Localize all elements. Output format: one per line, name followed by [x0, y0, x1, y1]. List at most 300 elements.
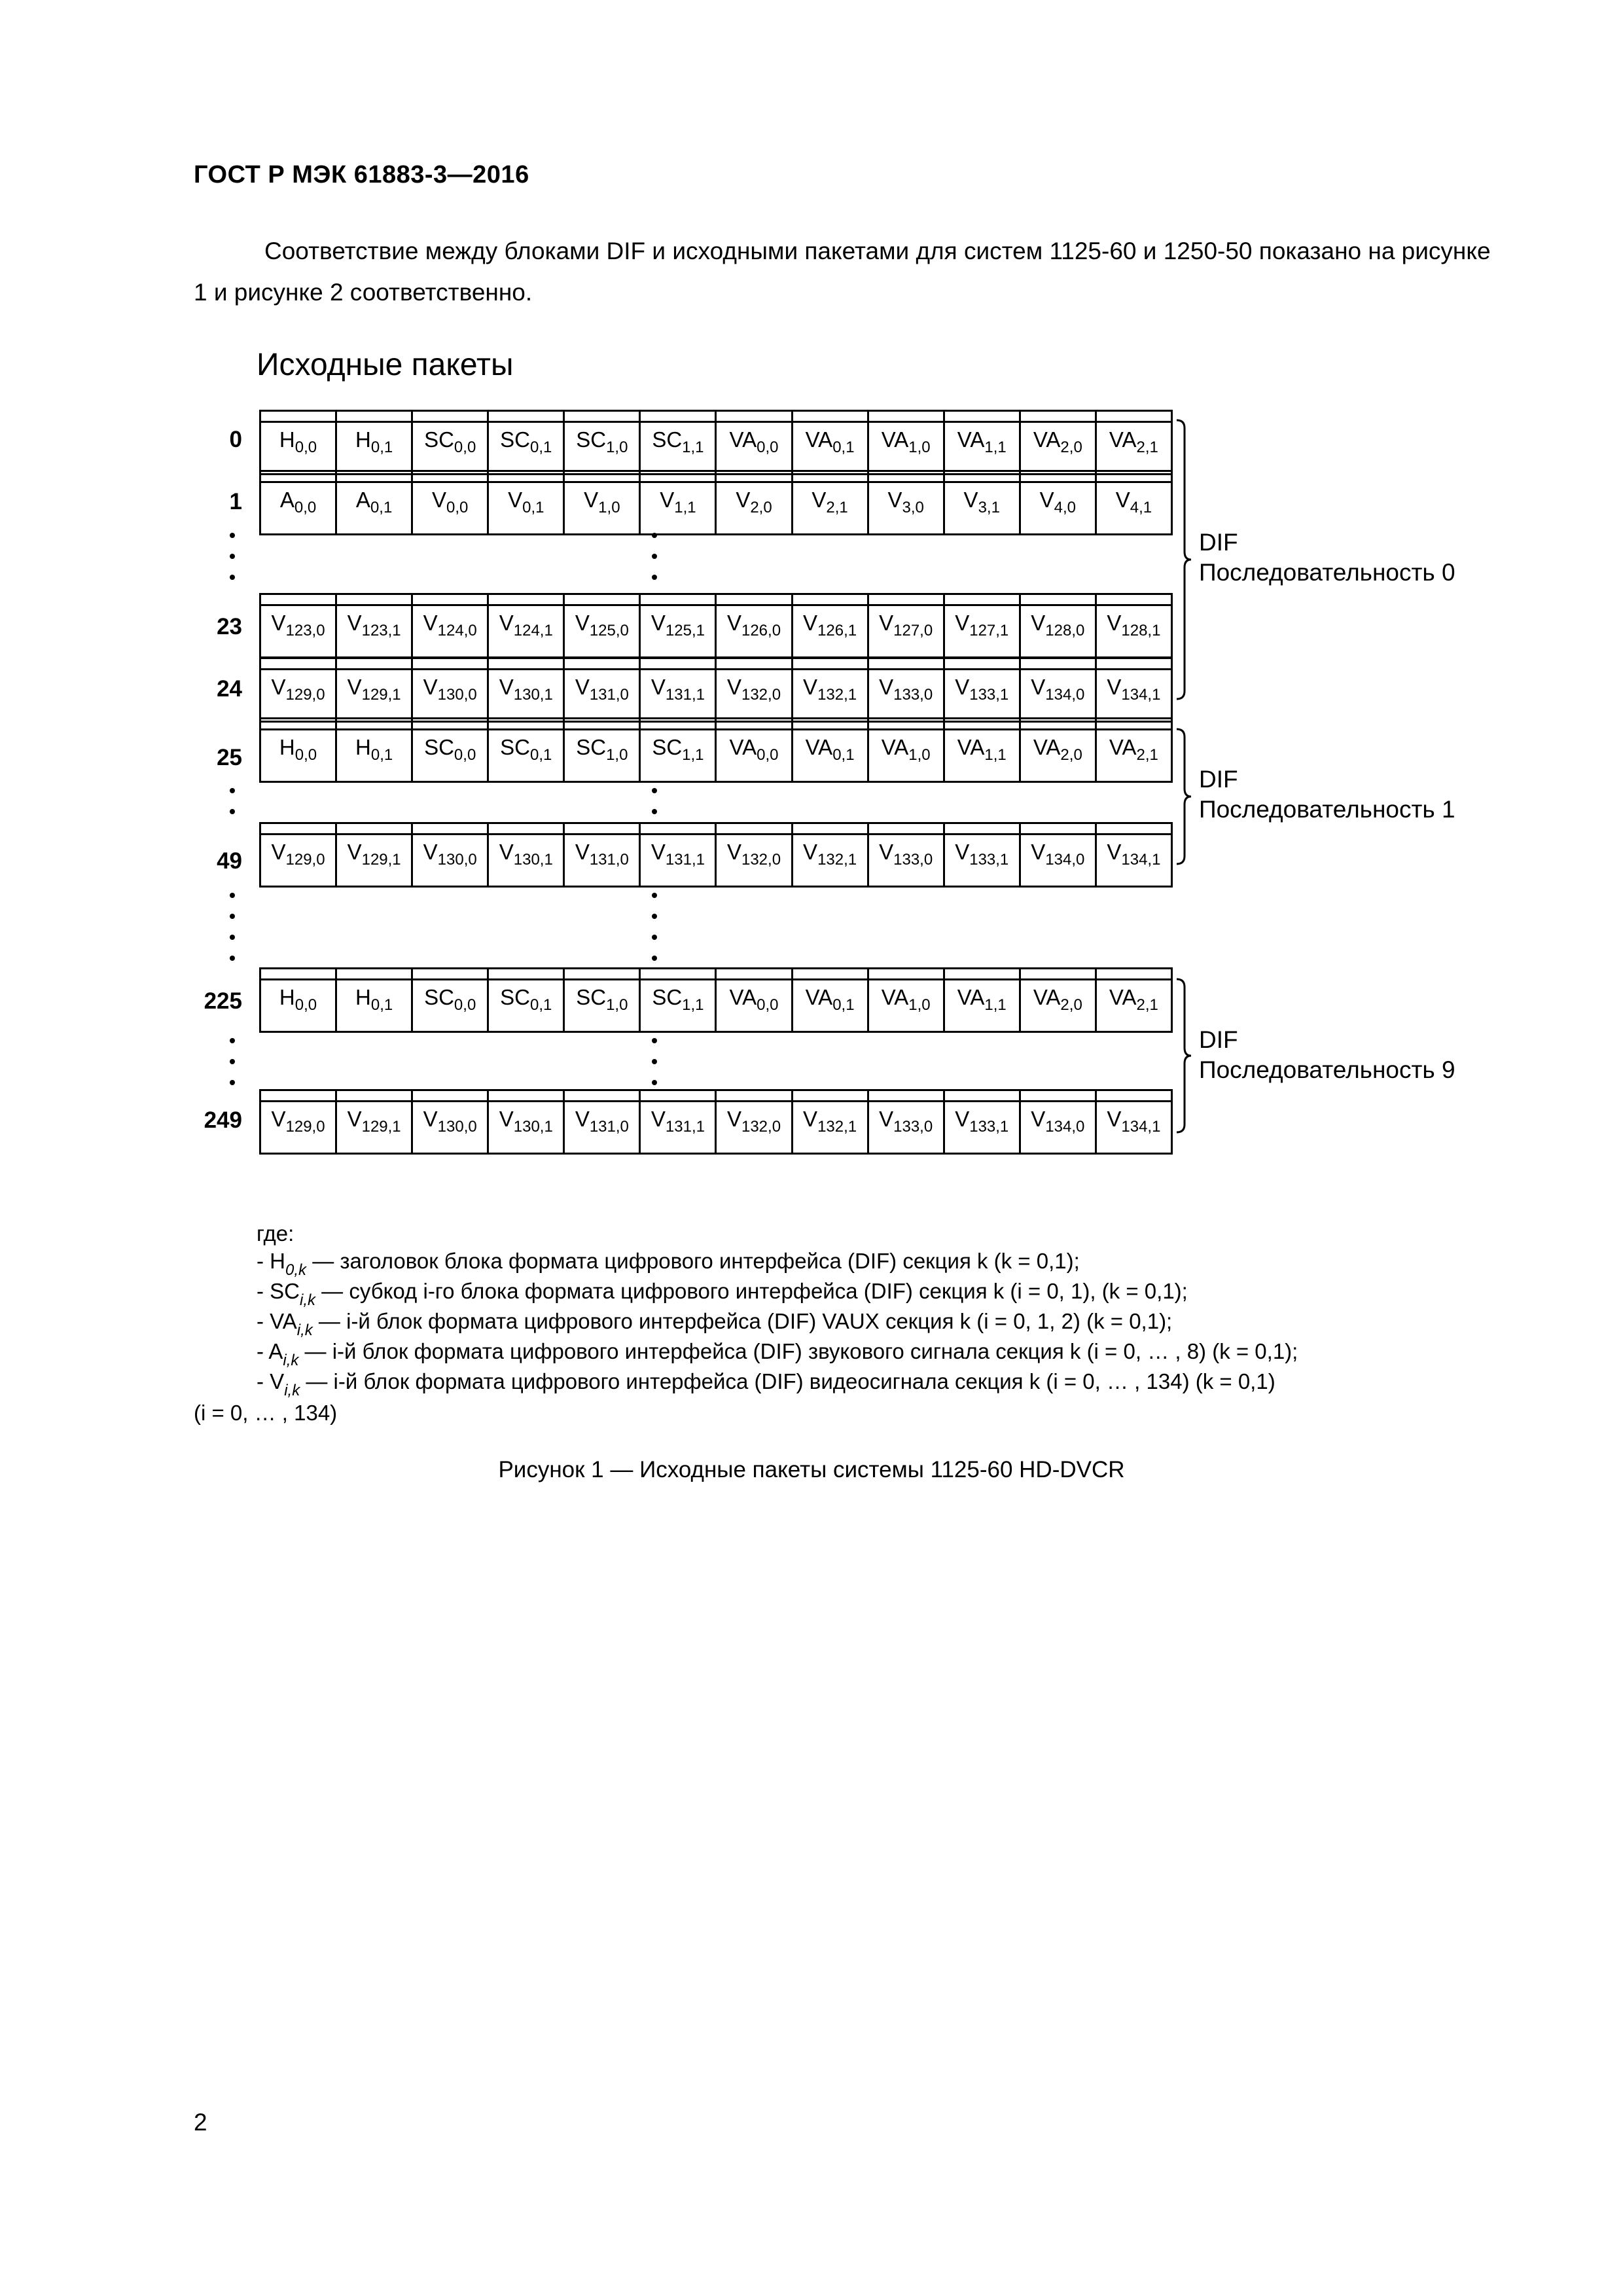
row-label: 1: [229, 489, 242, 514]
packet-cell: [413, 719, 489, 781]
packet-cell-symbol: VA: [881, 427, 909, 452]
packet-cell-index: 1,1: [674, 499, 696, 516]
packet-cell-index: 1,1: [984, 996, 1007, 1014]
packet-cell-symbol: VA: [729, 427, 757, 452]
packet-cell-index: 130,0: [437, 686, 477, 704]
packet-cell: [1021, 719, 1097, 781]
packet-cell-index: 131,0: [589, 1118, 629, 1136]
packet-cell-index: 129,0: [285, 686, 325, 704]
packet-cell-symbol: A: [355, 488, 370, 512]
packet-cell-symbol: VA: [729, 985, 757, 1009]
packet-cell-symbol: V: [803, 675, 818, 699]
packet-cell: [261, 719, 337, 781]
packet-cell-index: 130,0: [437, 851, 477, 869]
packet-cell-index: 131,0: [589, 686, 629, 704]
packet-cell: [1021, 659, 1097, 721]
intro-paragraph: Соответствие между блоками DIF и исходными пакетами для систем 1125-60 и 1250-50 показано на рисунке 1 и рисунке 2 соответственно.: [194, 238, 1491, 306]
packet-cell-index: 0,1: [370, 439, 393, 456]
packet-cell: [869, 659, 945, 721]
row-label: 0: [229, 427, 242, 452]
packet-cell-index: 1,1: [682, 996, 704, 1014]
legend-bullet: -: [257, 1309, 270, 1333]
packet-cell: [337, 472, 413, 533]
packet-cell: [261, 824, 337, 886]
packet-cell-index: 127,1: [969, 622, 1009, 639]
packet-cell-symbol: V: [879, 840, 894, 864]
packet-cell: [869, 969, 945, 1031]
packet-cell-index: 1,0: [606, 746, 628, 764]
packet-cell-symbol: V: [955, 840, 970, 864]
packet-cell: [641, 595, 717, 656]
packet-cell-symbol: SC: [652, 427, 683, 452]
packet-cell: [1097, 412, 1171, 473]
packet-cell-symbol: V: [955, 1107, 970, 1131]
packet-cell-index: 123,1: [361, 622, 401, 639]
packet-cell-index: 0,0: [446, 499, 469, 516]
packet-cell: [793, 969, 869, 1031]
packet-cell-index: 2,0: [750, 499, 772, 516]
packet-cell-index: 2,1: [1136, 746, 1158, 764]
packet-cell: [641, 719, 717, 781]
packet-cell-index: 131,0: [589, 851, 629, 869]
legend-symbol: V: [270, 1369, 285, 1393]
legend-where: где:: [257, 1221, 294, 1246]
packet-row: [259, 717, 1173, 783]
packet-cell: [793, 659, 869, 721]
packet-cell: [945, 412, 1021, 473]
legend-description: — i-й блок формата цифрового интерфейса (DIF) VAUX секция k (i = 0, 1, 2) (k = 0,1);: [312, 1309, 1173, 1333]
packet-cell-symbol: V: [1115, 488, 1130, 512]
packet-cell: [1097, 719, 1171, 781]
packet-cell: [489, 1091, 565, 1153]
packet-cell-symbol: H: [355, 427, 371, 452]
packet-cell-index: 0,1: [530, 439, 552, 456]
packet-cell: [261, 412, 337, 473]
ellipsis-dot: [230, 956, 235, 961]
ellipsis-dot: [230, 1038, 235, 1043]
group-label-line1: DIF: [1199, 766, 1238, 793]
packet-cell-index: 134,0: [1045, 686, 1085, 704]
packet-cell-symbol: VA: [1109, 427, 1137, 452]
packet-cell-symbol: VA: [805, 735, 833, 759]
group-label: [1199, 764, 1455, 825]
packet-cell-index: 2,0: [1060, 746, 1082, 764]
packet-cell-symbol: SC: [652, 735, 683, 759]
packet-cell-symbol: V: [423, 840, 438, 864]
ellipsis-dot: [652, 1059, 657, 1064]
packet-cell-index: 124,0: [437, 622, 477, 639]
ellipsis-dot: [230, 533, 235, 538]
packet-cell: [641, 472, 717, 533]
figure-caption: Рисунок 1 — Исходные пакеты системы 1125-60 HD-DVCR: [498, 1457, 1125, 1482]
packet-cell-symbol: H: [279, 427, 295, 452]
packet-cell-index: 128,0: [1045, 622, 1085, 639]
packet-cell-index: 128,1: [1121, 622, 1161, 639]
packet-cell: [869, 719, 945, 781]
group-brace: [1175, 419, 1192, 700]
packet-cell-index: 132,1: [817, 851, 857, 869]
packet-cell-symbol: V: [508, 488, 523, 512]
legend-description: — субкод i-го блока формата цифрового интерфейса (DIF) секция k (i = 0, 1), (k = 0,1);: [315, 1279, 1188, 1303]
packet-cell-index: 125,0: [589, 622, 629, 639]
packet-cell-index: 0,0: [454, 746, 476, 764]
packet-cell-symbol: VA: [1033, 985, 1061, 1009]
packet-cell-symbol: V: [1031, 840, 1046, 864]
packet-cell-symbol: V: [271, 611, 286, 635]
packet-cell: [489, 595, 565, 656]
packet-cell-symbol: V: [1107, 840, 1122, 864]
packet-row: [259, 967, 1173, 1033]
packet-cell-index: 0,0: [454, 996, 476, 1014]
packet-cell-index: 0,0: [757, 439, 779, 456]
packet-cell-index: 3,1: [978, 499, 1000, 516]
packet-cell-index: 2,1: [826, 499, 848, 516]
packet-row: [259, 822, 1173, 888]
packet-cell-symbol: V: [1031, 675, 1046, 699]
packet-cell-symbol: V: [1039, 488, 1054, 512]
packet-cell-symbol: V: [726, 675, 741, 699]
packet-cell: [945, 969, 1021, 1031]
ellipsis-dot: [652, 1080, 657, 1085]
packet-cell-symbol: V: [955, 611, 970, 635]
packet-cell-index: 1,0: [908, 996, 931, 1014]
packet-cell-symbol: V: [575, 840, 590, 864]
packet-cell: [1097, 472, 1171, 533]
packet-cell-index: 0,0: [294, 499, 317, 516]
packet-cell-symbol: V: [651, 840, 666, 864]
packet-cell-index: 130,1: [513, 686, 553, 704]
legend-continuation: (i = 0, … , 134): [194, 1401, 338, 1425]
packet-cell-index: 134,1: [1121, 1118, 1161, 1136]
packet-row: [259, 657, 1173, 723]
packet-cell: [1097, 824, 1171, 886]
packet-cell-index: 0,0: [294, 439, 317, 456]
packet-cell: [1021, 472, 1097, 533]
packet-cell-symbol: V: [584, 488, 599, 512]
packet-cell: [1097, 659, 1171, 721]
ellipsis-dot: [230, 893, 235, 898]
packet-cell-index: 132,1: [817, 1118, 857, 1136]
packet-cell-symbol: SC: [424, 427, 454, 452]
legend-item: [257, 1309, 1173, 1339]
packet-cell: [945, 719, 1021, 781]
ellipsis-dot: [652, 1038, 657, 1043]
packet-cell: [717, 824, 793, 886]
packet-cell: [337, 659, 413, 721]
row-label: 23: [217, 614, 242, 639]
packet-cell: [337, 719, 413, 781]
packet-cell-symbol: V: [660, 488, 675, 512]
packet-cell-symbol: V: [726, 1107, 741, 1131]
packet-cell-index: 123,0: [285, 622, 325, 639]
packet-cell-symbol: V: [423, 675, 438, 699]
row-label: 25: [217, 745, 242, 770]
packet-cell-symbol: V: [423, 611, 438, 635]
packet-cell-symbol: SC: [424, 735, 454, 759]
packet-cell: [261, 472, 337, 533]
packet-cell-symbol: V: [1031, 611, 1046, 635]
packet-cell-index: 0,1: [530, 996, 552, 1014]
group-label: [1199, 1025, 1455, 1085]
packet-cell-symbol: VA: [957, 735, 985, 759]
packet-cell: [565, 472, 641, 533]
packet-cell-index: 0,1: [832, 746, 855, 764]
packet-cell-index: 130,1: [513, 851, 553, 869]
packet-cell-symbol: V: [879, 675, 894, 699]
packet-cell-symbol: VA: [957, 427, 985, 452]
packet-cell: [1021, 969, 1097, 1031]
packet-cell-symbol: SC: [424, 985, 454, 1009]
ellipsis-dot: [230, 788, 235, 793]
row-label: 49: [217, 848, 242, 874]
packet-cell-symbol: V: [955, 675, 970, 699]
packet-cell: [945, 472, 1021, 533]
packet-cell-index: 0,1: [522, 499, 544, 516]
packet-cell: [869, 595, 945, 656]
packet-cell: [489, 412, 565, 473]
legend-symbol-index: i,k: [300, 1291, 316, 1309]
packet-cell-index: 126,0: [741, 622, 781, 639]
packet-cell: [413, 659, 489, 721]
packet-cell-index: 134,1: [1121, 686, 1161, 704]
packet-cell-index: 2,1: [1136, 996, 1158, 1014]
packet-cell-symbol: V: [499, 611, 514, 635]
packet-cell-symbol: SC: [500, 985, 530, 1009]
packet-cell: [489, 659, 565, 721]
packet-row: [259, 593, 1173, 658]
packet-cell-index: 1,0: [908, 439, 931, 456]
packet-cell-index: 0,0: [294, 996, 317, 1014]
packet-cell-symbol: V: [347, 1107, 362, 1131]
packet-cell-symbol: V: [736, 488, 751, 512]
packet-cell-index: 0,1: [832, 439, 855, 456]
group-label-line2: Последовательность 0: [1199, 559, 1455, 586]
packet-cell-symbol: VA: [1109, 735, 1137, 759]
packet-cell-symbol: V: [1107, 1107, 1122, 1131]
packet-cell: [1021, 412, 1097, 473]
legend-description: — i-й блок формата цифрового интерфейса (DIF) звукового сигнала секция k (i = 0, … , 8) (k = 0,1);: [298, 1339, 1298, 1363]
packet-cell: [717, 472, 793, 533]
packet-cell-symbol: V: [887, 488, 902, 512]
ellipsis-dot: [652, 914, 657, 919]
page-header-title: ГОСТ Р МЭК 61883-3—2016: [194, 161, 529, 188]
packet-cell: [793, 1091, 869, 1153]
packet-cell-index: 134,1: [1121, 851, 1161, 869]
packet-cell-index: 0,0: [757, 996, 779, 1014]
packet-cell-symbol: V: [499, 1107, 514, 1131]
packet-cell-index: 1,0: [606, 439, 628, 456]
ellipsis-dot: [652, 533, 657, 538]
packet-cell-symbol: SC: [652, 985, 683, 1009]
packet-cell-index: 1,1: [984, 439, 1007, 456]
packet-cell-index: 0,0: [757, 746, 779, 764]
packet-cell: [869, 472, 945, 533]
page-number: 2: [194, 2109, 207, 2136]
packet-cell: [869, 412, 945, 473]
packet-cell-symbol: V: [879, 611, 894, 635]
legend-bullet: -: [257, 1369, 270, 1393]
packet-cell-index: 129,1: [361, 1118, 401, 1136]
packet-cell: [793, 412, 869, 473]
packet-cell-index: 133,1: [969, 851, 1009, 869]
legend-symbol-index: i,k: [283, 1352, 299, 1369]
packet-cell-index: 0,0: [294, 746, 317, 764]
packet-cell-index: 133,0: [893, 686, 933, 704]
ellipsis-dot: [652, 935, 657, 940]
ellipsis-dot: [230, 1080, 235, 1085]
packet-cell-index: 3,0: [902, 499, 924, 516]
packet-cell-index: 0,1: [370, 499, 393, 516]
packet-cell-index: 124,1: [513, 622, 553, 639]
packet-row: [259, 1089, 1173, 1155]
packet-cell-symbol: V: [1031, 1107, 1046, 1131]
packet-cell: [641, 969, 717, 1031]
packet-cell-index: 125,1: [665, 622, 705, 639]
packet-cell-index: 129,0: [285, 1118, 325, 1136]
packet-cell: [565, 969, 641, 1031]
row-label: 24: [217, 676, 242, 702]
packet-cell-symbol: VA: [1109, 985, 1137, 1009]
packet-cell: [565, 1091, 641, 1153]
packet-cell-index: 4,0: [1054, 499, 1077, 516]
packet-cell: [793, 824, 869, 886]
legend-bullet: -: [257, 1279, 270, 1303]
group-brace: [1175, 728, 1192, 865]
ellipsis-dot: [652, 575, 657, 580]
legend-symbol: H: [270, 1249, 286, 1273]
packet-cell: [337, 412, 413, 473]
packet-cell: [1097, 1091, 1171, 1153]
packet-cell-index: 132,1: [817, 686, 857, 704]
packet-cell: [565, 412, 641, 473]
packet-cell-symbol: VA: [729, 735, 757, 759]
packet-cell-symbol: V: [1107, 675, 1122, 699]
packet-cell-symbol: V: [432, 488, 447, 512]
packet-cell-index: 132,0: [741, 1118, 781, 1136]
packet-cell-symbol: V: [651, 1107, 666, 1131]
packet-cell: [717, 595, 793, 656]
group-label: [1199, 528, 1455, 588]
figure-title: Исходные пакеты: [257, 348, 514, 382]
packet-cell: [261, 659, 337, 721]
ellipsis-dot: [652, 956, 657, 961]
ellipsis-dot: [230, 935, 235, 940]
legend-item: [257, 1369, 1275, 1399]
packet-cell-symbol: SC: [576, 427, 607, 452]
packet-cell: [717, 1091, 793, 1153]
packet-cell: [413, 595, 489, 656]
packet-cell-symbol: V: [347, 840, 362, 864]
packet-cell: [717, 969, 793, 1031]
legend-symbol-index: i,k: [296, 1321, 313, 1339]
packet-cell-symbol: V: [803, 840, 818, 864]
packet-cell-symbol: H: [279, 985, 295, 1009]
packet-cell-index: 2,1: [1136, 439, 1158, 456]
packet-cell-symbol: SC: [576, 735, 607, 759]
row-label: 225: [204, 988, 242, 1014]
packet-cell-symbol: SC: [500, 735, 530, 759]
packet-cell: [261, 1091, 337, 1153]
packet-cell-symbol: V: [812, 488, 827, 512]
packet-cell-symbol: V: [575, 1107, 590, 1131]
packet-cell-symbol: V: [271, 1107, 286, 1131]
ellipsis-dot: [230, 914, 235, 919]
packet-cell-index: 131,1: [665, 1118, 705, 1136]
packet-cell-index: 1,1: [984, 746, 1007, 764]
packet-cell-index: 0,1: [530, 746, 552, 764]
packet-cell-symbol: V: [1107, 611, 1122, 635]
packet-cell-index: 133,1: [969, 1118, 1009, 1136]
packet-cell-symbol: H: [279, 735, 295, 759]
packet-cell: [641, 824, 717, 886]
packet-cell: [261, 595, 337, 656]
packet-cell-symbol: V: [423, 1107, 438, 1131]
packet-cell-symbol: VA: [805, 985, 833, 1009]
packet-cell-symbol: V: [963, 488, 978, 512]
packet-cell-symbol: SC: [576, 985, 607, 1009]
packet-cell-symbol: VA: [1033, 735, 1061, 759]
packet-cell: [413, 412, 489, 473]
packet-cell-index: 133,1: [969, 686, 1009, 704]
packet-cell: [489, 719, 565, 781]
packet-cell: [565, 659, 641, 721]
packet-cell-index: 4,1: [1130, 499, 1152, 516]
legend-description: — i-й блок формата цифрового интерфейса (DIF) видеосигнала секция k (i = 0, … , 134) (k = 0,1): [300, 1369, 1275, 1393]
packet-cell-symbol: V: [499, 675, 514, 699]
ellipsis-dot: [652, 554, 657, 559]
legend-bullet: -: [257, 1339, 269, 1363]
packet-cell-index: 131,1: [665, 686, 705, 704]
row-label: 249: [204, 1107, 242, 1133]
packet-cell: [717, 659, 793, 721]
packet-cell: [261, 969, 337, 1031]
packet-cell: [641, 412, 717, 473]
packet-cell: [717, 412, 793, 473]
packet-cell-index: 132,0: [741, 851, 781, 869]
packet-cell: [413, 472, 489, 533]
ellipsis-dot: [652, 893, 657, 898]
legend-bullet: -: [257, 1249, 270, 1273]
packet-cell: [1097, 595, 1171, 656]
packet-cell-index: 2,0: [1060, 439, 1082, 456]
legend-symbol: SC: [270, 1279, 300, 1303]
group-label-line1: DIF: [1199, 529, 1238, 556]
packet-cell: [1021, 824, 1097, 886]
packet-cell: [337, 595, 413, 656]
packet-row: [259, 470, 1173, 535]
packet-cell-symbol: VA: [957, 985, 985, 1009]
packet-cell: [413, 969, 489, 1031]
packet-cell: [945, 824, 1021, 886]
packet-cell-index: 132,0: [741, 686, 781, 704]
packet-cell: [565, 719, 641, 781]
packet-cell-symbol: VA: [1033, 427, 1061, 452]
packet-cell: [869, 824, 945, 886]
packet-cell: [1021, 1091, 1097, 1153]
group-label-line1: DIF: [1199, 1026, 1238, 1053]
packet-cell-symbol: VA: [881, 735, 909, 759]
ellipsis-dot: [230, 554, 235, 559]
packet-cell-index: 0,0: [454, 439, 476, 456]
packet-cell-symbol: VA: [805, 427, 833, 452]
packet-cell-symbol: SC: [500, 427, 530, 452]
packet-cell-index: 134,0: [1045, 851, 1085, 869]
packet-cell-index: 2,0: [1060, 996, 1082, 1014]
ellipsis-dot: [230, 1059, 235, 1064]
packet-cell-index: 1,0: [908, 746, 931, 764]
legend-item: [257, 1279, 1188, 1309]
packet-cell-symbol: V: [499, 840, 514, 864]
